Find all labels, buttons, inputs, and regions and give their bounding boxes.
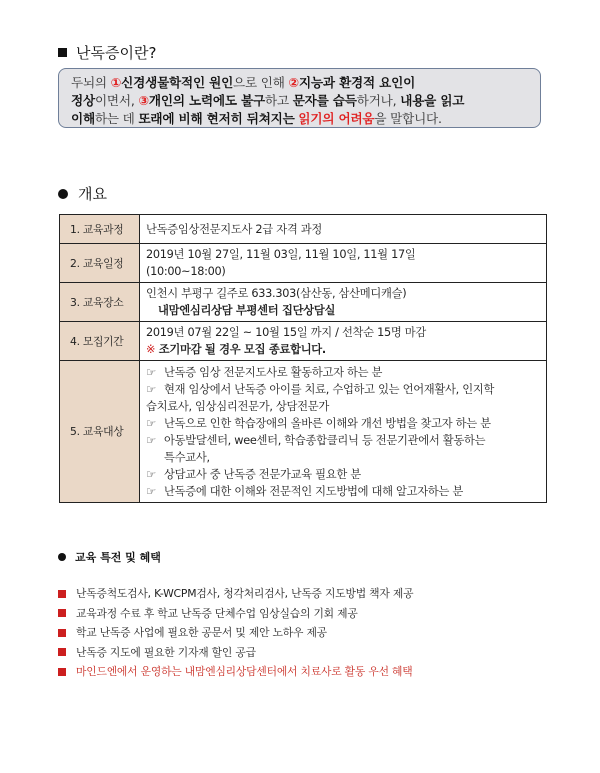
schedule-value — [140, 244, 547, 283]
definition-segment: 하고 — [264, 93, 293, 108]
definition-line-2 — [71, 92, 530, 110]
benefits-list — [58, 584, 413, 682]
definition-segment: 하는 데 — [94, 111, 139, 126]
recruit-value — [140, 322, 547, 361]
target-item: ☞ 난독으로 인한 학습장애의 올바른 이해와 개선 방법을 찾고자 하는 분 — [146, 416, 491, 430]
section-title-overview — [58, 183, 107, 204]
recruit-period: 2019년 07월 22일 ~ 10월 15일 까지 / 선착순 15명 마감 — [146, 326, 426, 339]
square-bullet-icon — [58, 48, 67, 57]
definition-segment: 지능과 환경적 요인이 — [298, 75, 416, 90]
definition-segment: ③ — [138, 93, 149, 108]
table-row-place — [60, 283, 547, 322]
place-address: 인천시 부평구 길주로 633.303(삼산동, 삼산메디캐슬) — [146, 287, 407, 300]
list-item: 학교 난독증 사업에 필요한 공문서 및 제안 노하우 제공 — [58, 623, 413, 643]
definition-segment: 이해 — [71, 111, 95, 126]
definition-segment: 이면서, — [94, 93, 139, 108]
target-value — [140, 361, 547, 503]
list-item: 교육과정 수료 후 학교 난독증 단체수업 임상실습의 기회 제공 — [58, 604, 413, 624]
row-label: 5. 교육대상 — [60, 361, 140, 503]
target-item: ☞ 난독증 임상 전문지도사로 활동하고자 하는 분 — [146, 365, 383, 379]
list-item-highlight: 마인드엔에서 운영하는 내맘엔심리상담센터에서 치료사로 활동 우선 혜택 — [58, 662, 413, 682]
table-row-recruit — [60, 322, 547, 361]
recruit-note — [146, 341, 540, 358]
target-item: ☞ 상담교사 중 난독증 전문가교육 필요한 분 — [146, 467, 361, 481]
target-item-cont: 습치료사, 임상심리전문가, 상담전문가 — [146, 399, 329, 413]
row-label: 3. 교육장소 — [60, 283, 140, 322]
table-row-schedule — [60, 244, 547, 283]
red-square-bullet-icon — [58, 629, 66, 637]
recruit-note-text: 조기마감 될 경우 모집 종료합니다. — [155, 343, 326, 356]
target-item: ☞ 현재 임상에서 난독증 아이를 치료, 수업하고 있는 언어재활사, 인지학 — [146, 382, 495, 396]
row-label: 2. 교육일정 — [60, 244, 140, 283]
definition-segment: 읽기의 어려움 — [298, 111, 375, 126]
red-square-bullet-icon — [58, 590, 66, 598]
definition-segment: 신경생물학적인 원인 — [121, 75, 234, 90]
definition-segment: 정상 — [71, 93, 95, 108]
section-title-benefits — [58, 549, 161, 565]
section-title-text: 교육 특전 및 혜택 — [75, 551, 161, 564]
definition-segment: 으로 인해 — [233, 75, 289, 90]
pointing-hand-icon: ☞ — [146, 484, 156, 498]
definition-segment: ① — [110, 75, 122, 90]
pointing-hand-icon: ☞ — [146, 365, 156, 379]
table-row-course — [60, 215, 547, 244]
definition-segment: 두뇌의 — [71, 75, 111, 90]
pointing-hand-icon: ☞ — [146, 416, 156, 430]
section-title-text: 난독증이란? — [76, 44, 157, 62]
reference-mark-icon: ※ — [146, 343, 156, 356]
red-square-bullet-icon — [58, 668, 66, 676]
definition-segment: 하거나, — [356, 93, 401, 108]
target-item: ☞ 아동발달센터, wee센터, 학습종합클리닉 등 전문기관에서 활동하는 — [146, 433, 486, 447]
schedule-time: (10:00~18:00) — [146, 265, 226, 278]
target-item: ☞ 난독증에 대한 이해와 전문적인 지도방법에 대해 알고자하는 분 — [146, 484, 463, 498]
circle-bullet-icon — [58, 553, 66, 561]
red-square-bullet-icon — [58, 648, 66, 656]
row-label: 1. 교육과정 — [60, 215, 140, 244]
place-room: 내맘엔심리상담 부평센터 집단상담실 — [158, 304, 336, 317]
definition-segment: 또래에 비해 현저히 뒤쳐지는 — [138, 111, 295, 126]
section-title-text: 개요 — [78, 185, 107, 203]
overview-table — [59, 214, 547, 503]
red-square-bullet-icon — [58, 609, 66, 617]
schedule-dates: 2019년 10월 27일, 11월 03일, 11월 10일, 11월 17일 — [146, 248, 416, 261]
definition-segment: 문자를 습득 — [292, 93, 357, 108]
definition-segment: 을 말합니다. — [374, 111, 442, 126]
table-row-target — [60, 361, 547, 503]
definition-line-1 — [71, 74, 530, 92]
pointing-hand-icon: ☞ — [146, 382, 156, 396]
section-title-dyslexia — [58, 42, 156, 63]
definition-segment: 개인의 노력에도 불구 — [148, 93, 265, 108]
definition-segment: 내용을 읽고 — [400, 93, 465, 108]
list-item: 난독증척도검사, K-WCPM검사, 청각처리검사, 난독증 지도방법 책자 제공 — [58, 584, 413, 604]
circle-bullet-icon — [58, 189, 68, 199]
definition-segment: ② — [288, 75, 299, 90]
course-value: 난독증임상전문지도사 2급 자격 과정 — [140, 215, 547, 244]
pointing-hand-icon: ☞ — [146, 433, 156, 447]
pointing-hand-icon: ☞ — [146, 467, 156, 481]
row-label: 4. 모집기간 — [60, 322, 140, 361]
place-value — [140, 283, 547, 322]
target-item-cont: 특수교사, — [164, 450, 210, 464]
list-item: 난독증 지도에 필요한 기자재 할인 공급 — [58, 643, 413, 663]
definition-box — [58, 68, 541, 128]
definition-line-3 — [71, 110, 530, 128]
